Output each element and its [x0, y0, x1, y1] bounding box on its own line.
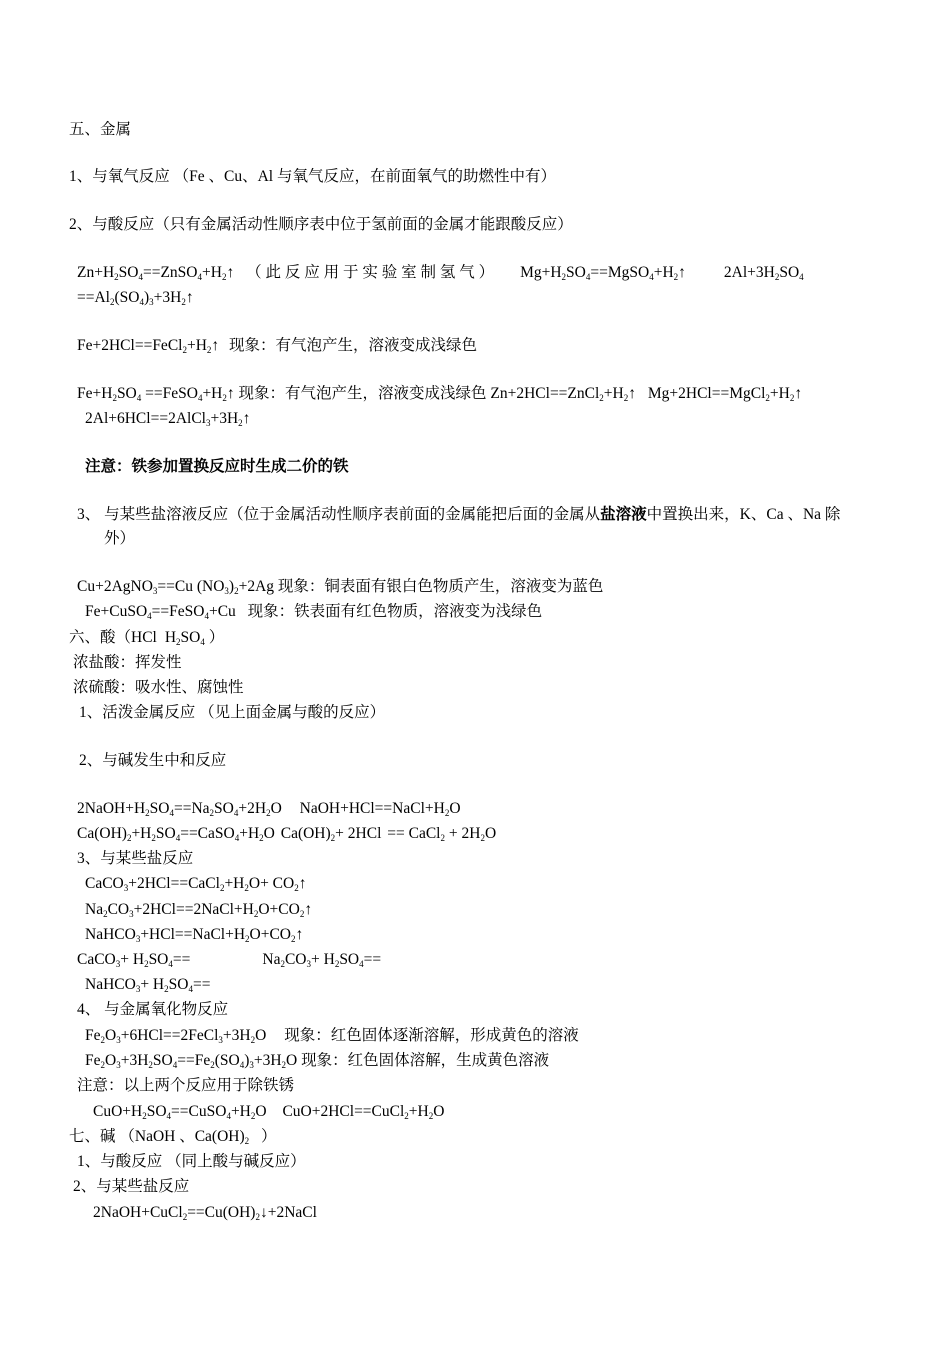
section-5-item-3-cont: 外） [104, 530, 136, 547]
section-7-title: 七、碱 （NaOH 、$Ca(OH)_2$ ） [69, 1128, 277, 1146]
concentrated-h2so4-property: 浓硫酸：吸水性、腐蚀性 [73, 679, 244, 696]
phenomenon-text: 现象：铁表面有红色物质，溶液变为浅绿色 [247, 603, 543, 620]
equation-line-caoh2: $Ca(OH)_2+H_2SO_4==CaSO_4+H_2O$ $Ca(OH)_2+ 2HCl$ == CaCl$_2$ + $2H_2O$ [77, 825, 497, 843]
section-7-item-2: 2、与某些盐反应 [73, 1178, 190, 1195]
equation-line-zn-mg-al: $Zn+H_2SO_4==ZnSO_4+H_2↑$ （ 此 反 应 用 于 实 验 室 制 氢 气 ） $Mg+H_2SO_4==MgSO_4+H_2↑$ $2Al+3H_2SO_4$ [77, 264, 804, 282]
equation-line-fe-cuso4: Fe+CuSO$_4$==FeSO$_4$+Cu 现象：铁表面有红色物质，溶液变为浅绿色 [85, 603, 543, 621]
equation-line-fe2o3-h2so4: $Fe_2O_3+3H_2SO_4==Fe_2(SO_4)_3+3H_2O$ 现象：红色固体溶解，生成黄色溶液 [85, 1052, 550, 1070]
phenomenon-text: 现象：红色固体逐渐溶解，形成黄色的溶液 [284, 1027, 579, 1044]
section-5-item-1: 1、与氧气反应 （Fe 、Cu、Al 与氧气反应，在前面氧气的助燃性中有） [69, 168, 556, 185]
section-5-item-2: 2、与酸反应（只有金属活动性顺序表中位于氢前面的金属才能跟酸反应） [69, 216, 573, 233]
section-5-title: 五、金属 [69, 121, 132, 138]
section-6-item-4: 4、 与金属氧化物反应 [77, 1001, 229, 1018]
equation-line-nahco3-hcl: $NaHCO_3+HCl==NaCl+H_2O+CO_2↑$ [85, 926, 304, 944]
equation-line-cu-agno3: Cu+2AgNO$_3$==Cu $(NO_3)_2+2Ag$ 现象：铜表面有银白色物质产生，溶液变为蓝色 [77, 578, 604, 596]
highlight-salt-solution: 盐溶液 [600, 506, 647, 523]
equation-line-al-cont: $==Al_2(SO_4)_3+3H_2↑$ [77, 289, 194, 307]
section-6-item-1: 1、活泼金属反应 （见上面金属与酸的反应） [79, 704, 386, 721]
equation-line-na2co3-hcl: $Na_2CO_3+2HCl==2NaCl+H_2O+CO_2↑$ [85, 901, 313, 919]
phenomenon-text: 现象：有气泡产生，溶液变成浅绿色 [229, 337, 478, 354]
notice-iron: 注意：铁参加置换反应时生成二价的铁 [85, 458, 349, 475]
equation-line-naoh: $2NaOH+H_2SO_4==Na_2SO_4+2H_2O$ $NaOH+HCl==NaCl+H_2O$ [77, 800, 461, 818]
notice-rust-removal: 注意：以上两个反应用于除铁锈 [77, 1077, 295, 1094]
section-6-item-2: 2、与碱发生中和反应 [79, 752, 227, 769]
equation-line-nahco3-h2so4: NaHCO$_3$+ $H_2SO_4==$ [85, 976, 211, 994]
section-6-title: 六、酸（HCl $H_2SO_4$ ） [69, 629, 225, 647]
section-5-item-3: 3、 与某些盐溶液反应（位于金属活动性顺序表前面的金属能把后面的金属从盐溶液中置换出来，K、Ca 、Na 除 [77, 506, 841, 523]
phenomenon-text: 现象：有气泡产生，溶液变成浅绿色 [238, 385, 487, 402]
equation-line-carbonates-h2so4: CaCO$_3$+ $H_2SO_4== Na_2CO_3+ H_2SO_4==$ [77, 951, 382, 969]
concentrated-hcl-property: 浓盐酸：挥发性 [73, 654, 182, 671]
section-6-item-3: 3、与某些盐反应 [77, 850, 194, 867]
equation-line-fe-hcl: $Fe+2HCl==FeCl_2+H_2↑$ 现象：有气泡产生，溶液变成浅绿色 [77, 337, 478, 355]
equation-line-cuo: $CuO+H_2SO_4==CuSO_4+H_2O$ $CuO+2HCl==CuCl_2+H_2O$ [93, 1103, 445, 1121]
equation-line-al-hcl: $2Al+6HCl==2AlCl_3+3H_2↑$ [85, 410, 251, 428]
equation-line-fe-h2so4: $Fe+H_2SO_4$ $==FeSO_4+H_2↑$ 现象：有气泡产生，溶液变成浅绿色 $Zn+2HCl==ZnCl_2+H_2↑$ $Mg+2HCl==MgCl_2+H_2↑$ [77, 385, 803, 403]
equation-line-naoh-cucl2: $2NaOH+CuCl_2==Cu(OH)_2↓+2NaCl$ [93, 1204, 317, 1222]
equation-note: （ 此 反 应 用 于 实 验 室 制 氢 气 ） [246, 264, 495, 281]
phenomenon-text: 现象：铜表面有银白色物质产生，溶液变为蓝色 [277, 578, 604, 595]
section-7-item-1: 1、与酸反应 （同上酸与碱反应） [77, 1153, 306, 1170]
equation-line-fe2o3-hcl: $Fe_2O_3+6HCl==2FeCl_3+3H_2O$ 现象：红色固体逐渐溶解，形成黄色的溶液 [85, 1027, 579, 1045]
equation-line-caco3-hcl: $CaCO_3+2HCl==CaCl_2+H_2O+$ $CO_2↑$ [85, 875, 307, 893]
phenomenon-text: 现象：红色固体溶解，生成黄色溶液 [301, 1052, 550, 1069]
